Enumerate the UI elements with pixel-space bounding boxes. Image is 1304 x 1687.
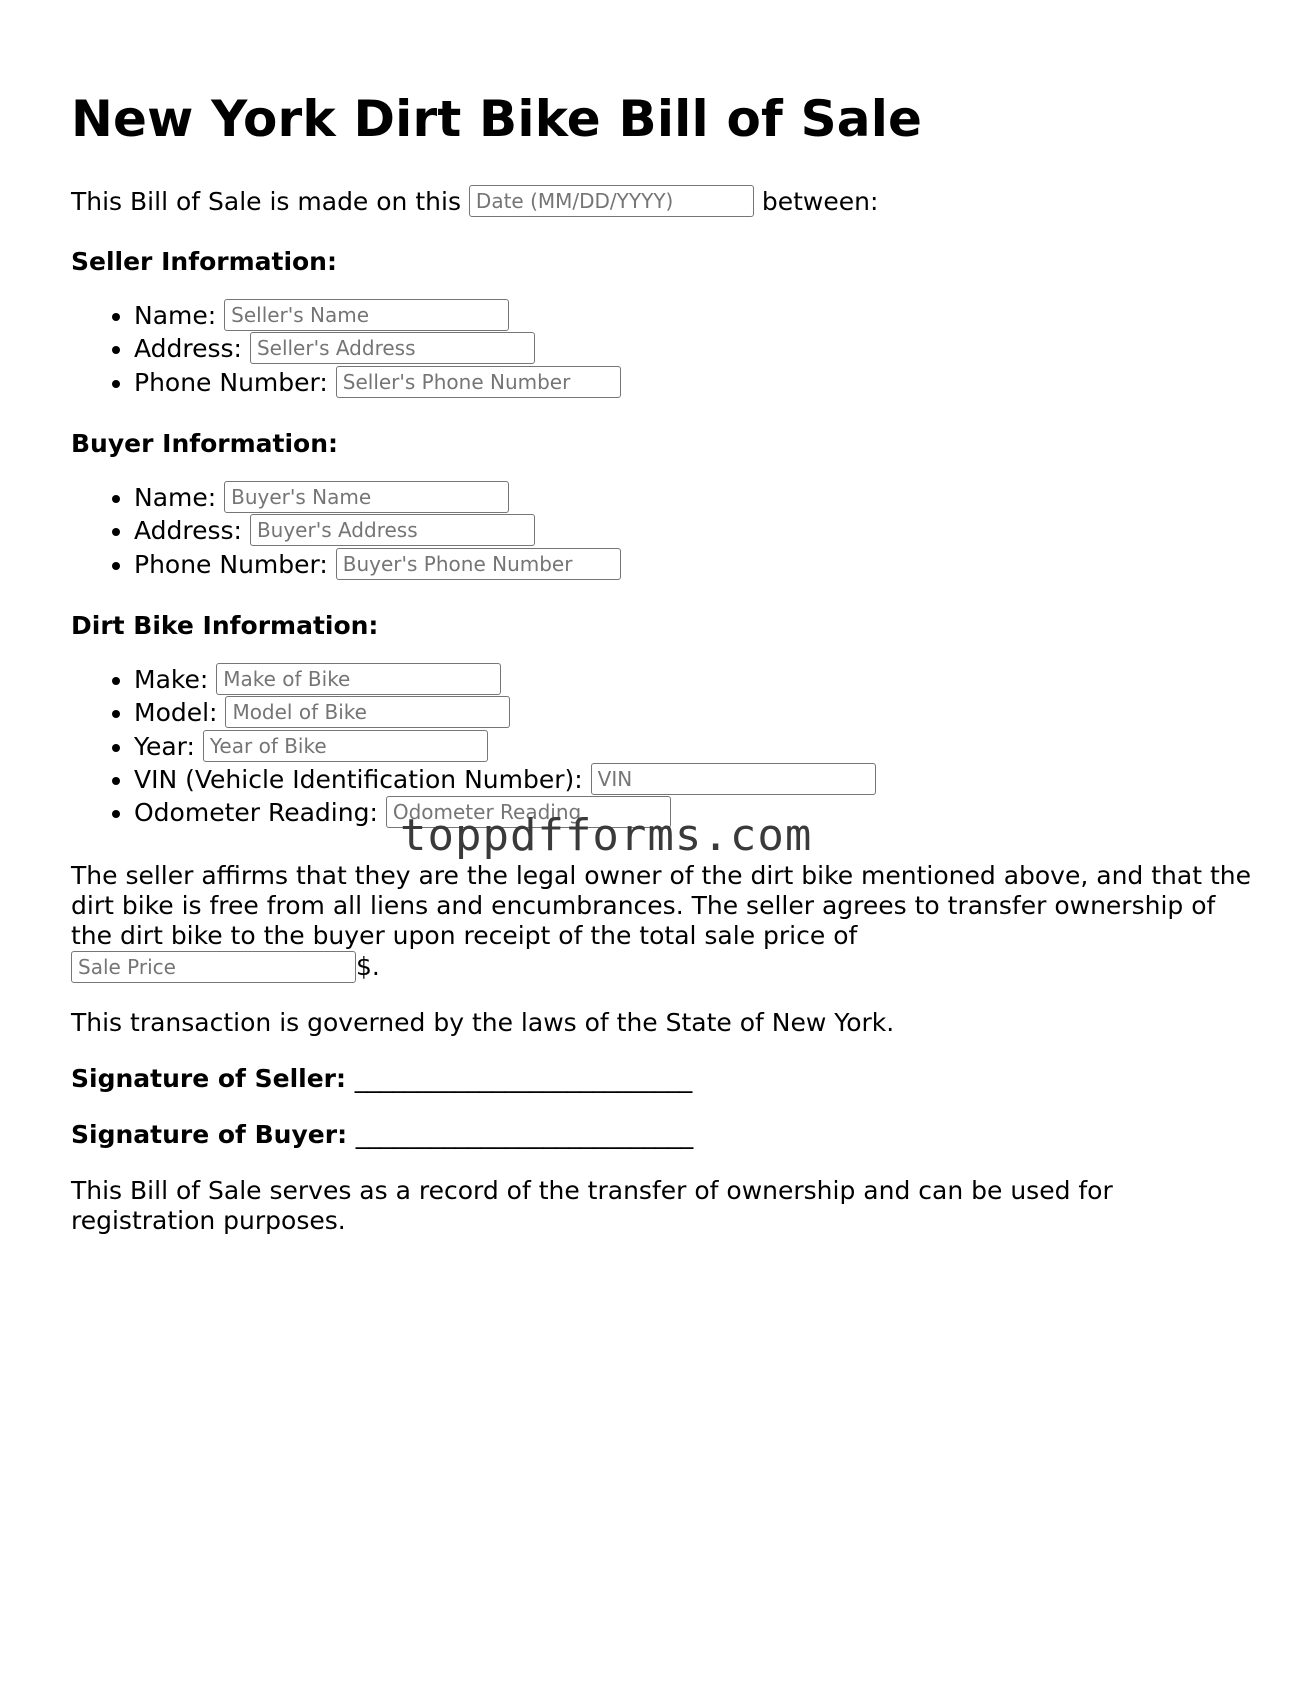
bike-vin-input[interactable]: [591, 763, 876, 795]
watermark-text: toppdfforms.com: [400, 810, 813, 861]
seller-signature-blank[interactable]: ___________________________: [354, 1064, 693, 1093]
affirmation-text: The seller affirms that they are the legal owner of the dirt bike mentioned above, and that the dirt bike is free from all liens and encumbrances. The seller agrees to transfer ownership of the dirt bike to the buyer upon receipt of the total sale price of: [71, 861, 1251, 950]
seller-name-label: Name:: [134, 301, 217, 330]
price-suffix: $.: [356, 952, 380, 981]
intro-line: [71, 187, 878, 219]
seller-phone-label: Phone Number:: [134, 367, 328, 397]
list-item: [134, 798, 876, 831]
buyer-phone-input[interactable]: [336, 548, 621, 580]
seller-name-input[interactable]: [224, 299, 509, 331]
bike-odometer-input[interactable]: [386, 796, 671, 828]
list-item: [134, 550, 621, 583]
seller-phone-input[interactable]: [336, 366, 621, 398]
buyer-heading: Buyer Information:: [71, 429, 339, 458]
bike-heading: Dirt Bike Information:: [71, 611, 379, 640]
seller-info-list: [71, 301, 621, 401]
date-input[interactable]: [469, 185, 754, 217]
governing-law-text: This transaction is governed by the laws of the State of New York.: [71, 1008, 895, 1037]
list-item: [134, 301, 621, 334]
affirmation-paragraph: [71, 861, 1251, 985]
buyer-name-input[interactable]: [224, 481, 509, 513]
buyer-signature-line: [71, 1120, 693, 1150]
bike-model-input[interactable]: [225, 696, 510, 728]
bike-vin-label: VIN (Vehicle Identification Number):: [134, 764, 583, 794]
intro-text-before: This Bill of Sale is made on this: [71, 187, 461, 216]
seller-signature-label: Signature of Seller:: [71, 1064, 347, 1093]
list-item: [134, 765, 876, 798]
bike-make-label: Make:: [134, 665, 209, 694]
bike-year-label: Year:: [134, 731, 195, 761]
closing-paragraph: This Bill of Sale serves as a record of the transfer of ownership and can be used for registration purposes.: [71, 1176, 1113, 1235]
sale-price-input[interactable]: [71, 951, 356, 983]
buyer-name-label: Name:: [134, 483, 217, 512]
buyer-info-list: [71, 483, 621, 583]
buyer-signature-label: Signature of Buyer:: [71, 1120, 348, 1149]
buyer-phone-label: Phone Number:: [134, 549, 328, 579]
bike-odometer-label: Odometer Reading:: [134, 798, 378, 828]
list-item: [134, 665, 876, 698]
bike-model-label: Model:: [134, 698, 218, 728]
seller-heading: Seller Information:: [71, 247, 337, 276]
list-item: [134, 483, 621, 516]
list-item: [134, 334, 621, 367]
seller-address-label: Address:: [134, 334, 242, 364]
buyer-address-label: Address:: [134, 516, 242, 546]
buyer-signature-blank[interactable]: ___________________________: [355, 1120, 694, 1149]
list-item: [134, 732, 876, 765]
seller-signature-line: [71, 1064, 692, 1094]
list-item: [134, 698, 876, 731]
page-title: New York Dirt Bike Bill of Sale: [71, 90, 923, 148]
list-item: [134, 516, 621, 549]
bike-info-list: [71, 665, 876, 831]
intro-text-after: between:: [761, 187, 879, 216]
bike-year-input[interactable]: [203, 730, 488, 762]
seller-address-input[interactable]: [250, 332, 535, 364]
buyer-address-input[interactable]: [250, 514, 535, 546]
list-item: [134, 368, 621, 401]
bike-make-input[interactable]: [216, 663, 501, 695]
